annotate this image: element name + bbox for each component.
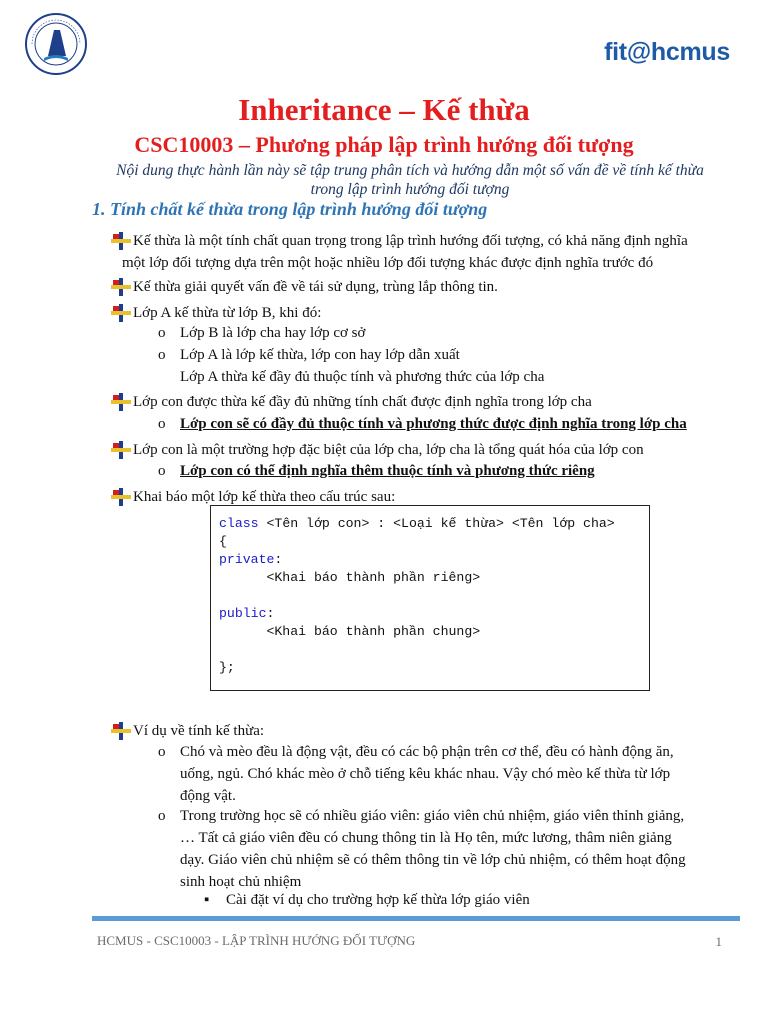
sub-item-text: Lớp A thừa kế đầy đủ thuộc tính và phương thức của lớp cha: [180, 369, 545, 385]
brand-label: fit@hcmus: [604, 38, 730, 66]
bullet-item: [115, 302, 735, 324]
code-text: <Tên lớp con> : <Loại kế thừa> <Tên lớp cha>: [258, 516, 615, 531]
sub-item-text: Trong trường học sẽ có nhiều giáo viên: giáo viên chủ nhiệm, giáo viên thỉnh giảng,: [180, 808, 685, 824]
sub-item-text: Lớp con có thể định nghĩa thêm thuộc tính và phương thức riêng: [180, 463, 595, 479]
code-text: <Khai báo thành phần riêng>: [219, 570, 481, 585]
intro-text: [90, 161, 730, 199]
bullet-icon: [111, 441, 131, 459]
circle-bullet-icon: o: [158, 808, 166, 824]
bullet-text: Lớp con là một trường hợp đặc biệt của lớp cha, lớp cha là tổng quát hóa của lớp con: [133, 442, 644, 458]
section-heading: 1. Tính chất kế thừa trong lập trình hướng đối tượng: [92, 199, 488, 219]
bullet-text: một lớp đối tượng dựa trên một hoặc nhiều lớp đối tượng khác được định nghĩa trước đó: [122, 255, 654, 271]
bullet-item: [115, 276, 735, 298]
bullet-icon: [111, 722, 131, 740]
sub-item-text: Lớp A là lớp kế thừa, lớp con hay lớp dẫn xuất: [180, 347, 460, 363]
page-number: 1: [715, 934, 722, 949]
code-keyword: private: [219, 552, 275, 567]
sub-item-text: Lớp con sẽ có đầy đủ thuộc tính và phương thức được định nghĩa trong lớp cha: [180, 416, 687, 432]
square-bullet-icon: ▪: [204, 892, 210, 908]
bullet-text: Khai báo một lớp kế thừa theo cấu trúc sau:: [133, 489, 396, 505]
bullet-icon: [111, 278, 131, 296]
sub-item-text: … Tất cả giáo viên đều có chung thông tin là Họ tên, mức lương, thâm niên giảng: [180, 830, 672, 846]
code-text: <Khai báo thành phần chung>: [219, 624, 481, 639]
bullet-text: Lớp con được thừa kế đầy đủ những tính chất được định nghĩa trong lớp cha: [133, 394, 592, 410]
circle-bullet-icon: o: [158, 347, 166, 363]
intro-line-1: Nội dung thực hành lần này sẽ tập trung phân tích và hướng dẫn một số vấn đề về tính kế thừa: [116, 162, 704, 179]
sub-item-text: dạy. Giáo viên chủ nhiệm sẽ có thêm thông tin về lớp chủ nhiệm, có thêm hoạt động: [180, 852, 686, 868]
code-block: [210, 505, 650, 691]
code-keyword: public: [219, 606, 267, 621]
footer-rule: [92, 916, 740, 921]
bullet-icon: [111, 232, 131, 250]
intro-line-2: trong lập trình hướng đối tượng: [310, 181, 510, 198]
code-text: };: [219, 660, 235, 675]
bullet-icon: [111, 393, 131, 411]
circle-bullet-icon: o: [158, 744, 166, 760]
code-keyword: class: [219, 516, 259, 531]
footer-text: HCMUS - CSC10003 - LẬP TRÌNH HƯỚNG ĐỐI TƯỢNG: [97, 933, 416, 948]
circle-bullet-icon: o: [158, 416, 166, 432]
sub-item-text: sinh hoạt chủ nhiệm: [180, 874, 302, 890]
document-title: Inheritance – Kế thừa: [238, 92, 530, 127]
sub-item-continuation: [180, 366, 544, 388]
circle-bullet-icon: o: [158, 463, 166, 479]
bullet-icon: [111, 488, 131, 506]
sub-item: [158, 413, 687, 435]
sub-item: [158, 322, 366, 344]
university-logo: [24, 12, 88, 76]
code-text: {: [219, 534, 227, 549]
code-text: :: [266, 606, 275, 621]
bullet-text: Lớp A kế thừa từ lớp B, khi đó:: [133, 305, 322, 321]
sub-item-text: uống, ngủ. Chó khác mèo ở chỗ tiếng kêu khác nhau. Vậy chó mèo kế thừa từ lớp: [180, 766, 671, 782]
sub-sub-item: [204, 889, 530, 911]
sub-item: [158, 344, 460, 366]
sub-item-text: Lớp B là lớp cha hay lớp cơ sở: [180, 325, 366, 341]
bullet-text: Kế thừa giải quyết vấn đề về tái sử dụng, trùng lắp thông tin.: [133, 279, 498, 295]
sub-item: [158, 741, 740, 807]
sub-item-text: Cài đặt ví dụ cho trường hợp kế thừa lớp giáo viên: [226, 892, 530, 908]
sub-item: [158, 460, 595, 482]
sub-item-text: động vật.: [180, 788, 236, 804]
circle-bullet-icon: o: [158, 325, 166, 341]
code-text: :: [274, 552, 283, 567]
bullet-item: [115, 439, 735, 461]
bullet-item: [115, 230, 735, 274]
bullet-item: [115, 391, 735, 413]
bullet-icon: [111, 304, 131, 322]
bullet-text: Kế thừa là một tính chất quan trọng trong lập trình hướng đối tượng, có khả năng định nghĩa: [133, 233, 688, 249]
bullet-text: Ví dụ về tính kế thừa:: [133, 723, 265, 739]
sub-item-text: Chó và mèo đều là động vật, đều có các bộ phận trên cơ thể, đều có hành động ăn,: [180, 744, 674, 760]
bullet-item: [115, 720, 735, 742]
sub-item: [158, 805, 740, 893]
document-subtitle: CSC10003 – Phương pháp lập trình hướng đối tượng: [134, 132, 634, 157]
